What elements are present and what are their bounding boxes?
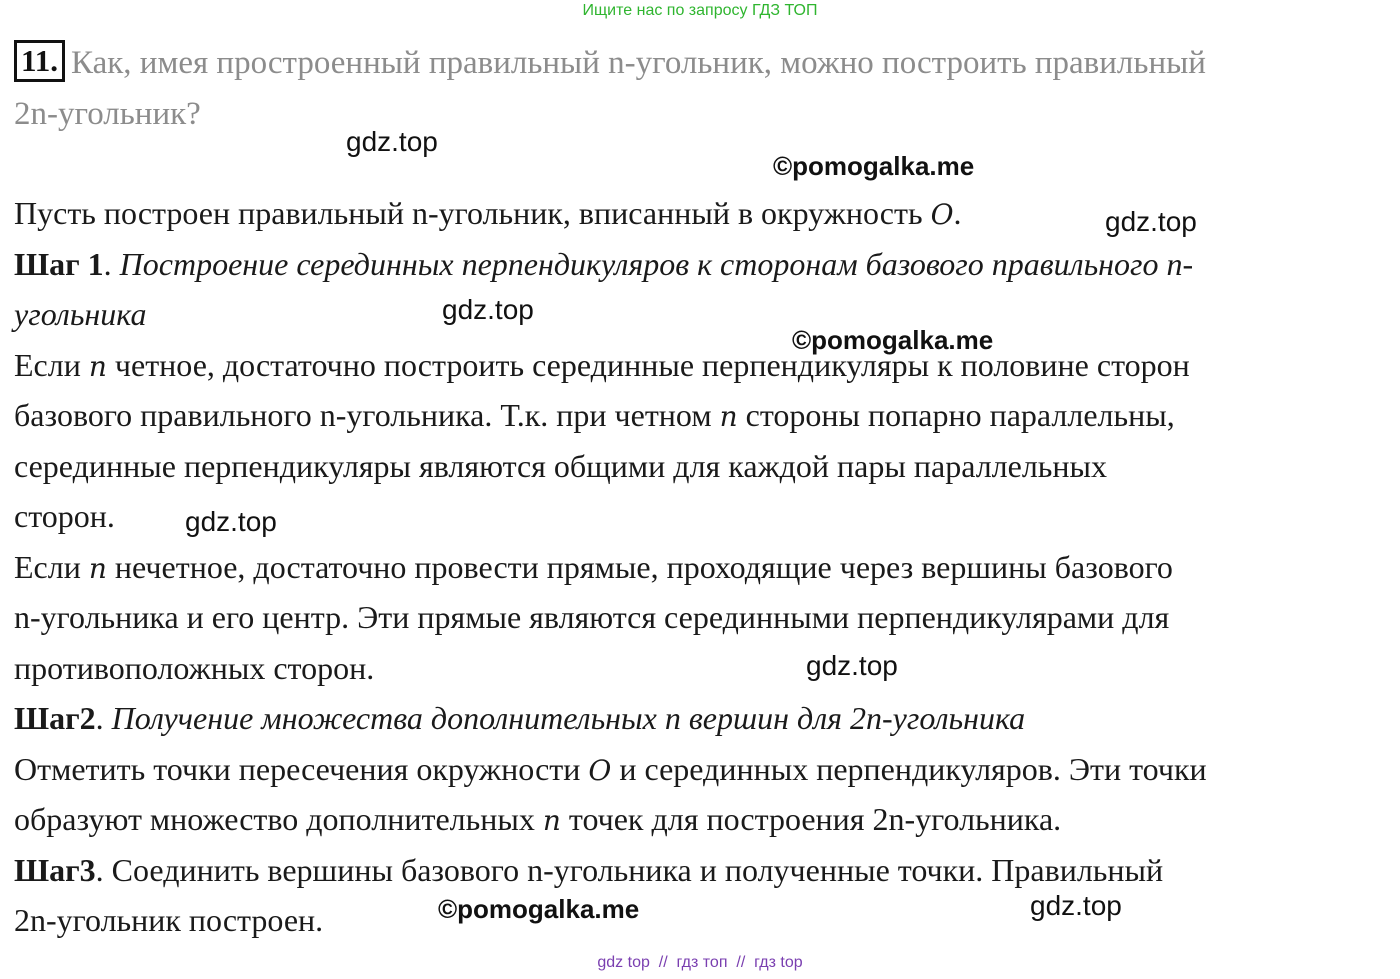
watermark-gdz: gdz.top xyxy=(806,650,898,681)
step3-line-b xyxy=(14,902,323,939)
odd-var: n xyxy=(88,552,107,585)
watermark-pomogalka: ©pomogalka.me xyxy=(792,325,994,355)
step1-line-b xyxy=(14,296,146,333)
step2-line xyxy=(14,700,1025,737)
even-a2: четное, достаточно построить серединные перпендикуляры к половине сторон xyxy=(106,347,1190,383)
odd-c: противоположных сторон. xyxy=(14,650,375,686)
step1-title-a: Построение серединных перпендикуляров к сторонам базового правильного n- xyxy=(119,246,1194,282)
even-var2: n xyxy=(719,400,738,433)
even-c: серединные перпендикуляры являются общими для каждой пары параллельных xyxy=(14,448,1108,484)
step2-var1: O xyxy=(588,754,612,787)
even-line-a xyxy=(14,347,1190,384)
watermark-gdz: gdz.top xyxy=(442,294,534,325)
step3-label: Шаг3 xyxy=(14,852,96,888)
even-b2: стороны попарно параллельны, xyxy=(737,397,1175,433)
step1-title-b: угольника xyxy=(14,296,147,332)
question-text-line2: 2n-угольник? xyxy=(14,96,201,132)
step2-var2: n xyxy=(542,804,561,837)
step2-a1: Отметить точки пересечения окружности xyxy=(14,751,589,787)
watermark-pomogalka: ©pomogalka.me xyxy=(438,894,640,924)
even-var1: n xyxy=(88,350,107,383)
question xyxy=(14,38,1384,140)
step1-sep: . xyxy=(103,246,120,282)
step2-sep: . xyxy=(95,700,112,736)
question-text-line1: Как, имея простроенный правильный n-угольник, можно построить правильный xyxy=(71,45,1206,81)
intro-text: Пусть построен правильный n-угольник, вписанный в окружность xyxy=(14,195,923,231)
even-b1: базового правильного n-угольника. Т.к. при четном xyxy=(14,397,720,433)
even-line-b xyxy=(14,397,1175,434)
step2-title: Получение множества дополнительных n вершин для 2n-угольника xyxy=(111,700,1026,736)
watermark-pomogalka: ©pomogalka.me xyxy=(773,151,975,181)
odd-line-a xyxy=(14,549,1173,586)
footer: gdz top // гдз топ // гдз top xyxy=(597,954,803,971)
step2-a2: и серединных перпендикуляров. Эти точки xyxy=(611,751,1207,787)
even-a1: Если xyxy=(14,347,89,383)
watermark-gdz: gdz.top xyxy=(1105,206,1197,237)
even-line-c xyxy=(14,448,1107,485)
watermark-gdz: gdz.top xyxy=(1030,890,1122,921)
step2-b2: точек для построения 2n-угольника. xyxy=(560,801,1062,837)
step1-label: Шаг 1 xyxy=(14,246,104,282)
odd-b: n-угольника и его центр. Эти прямые являются серединными перпендикулярами для xyxy=(14,599,1170,635)
step3-line-a xyxy=(14,852,1163,889)
odd-line-b xyxy=(14,599,1169,636)
step2-line-a xyxy=(14,751,1207,788)
step2-line-b xyxy=(14,801,1061,838)
step3-b: 2n-угольник построен. xyxy=(14,902,324,938)
question-number: 11. xyxy=(14,40,65,82)
top-banner: Ищите нас по запросу ГДЗ ТОП xyxy=(582,2,818,19)
odd-line-c xyxy=(14,650,374,687)
watermark-gdz: gdz.top xyxy=(185,506,277,537)
odd-a1: Если xyxy=(14,549,89,585)
even-line-d xyxy=(14,498,115,535)
watermark-gdz: gdz.top xyxy=(346,126,438,157)
intro-line xyxy=(14,195,962,232)
odd-a2: нечетное, достаточно провести прямые, проходящие через вершины базового xyxy=(106,549,1173,585)
step3-a: . Соединить вершины базового n-угольника и полученные точки. Правильный xyxy=(95,852,1164,888)
step2-b1: образуют множество дополнительных xyxy=(14,801,543,837)
step1-line-a xyxy=(14,246,1193,283)
step2-label: Шаг2 xyxy=(14,700,96,736)
intro-var: O xyxy=(930,198,954,231)
intro-end: . xyxy=(953,195,962,231)
even-d: сторон. xyxy=(14,498,115,534)
